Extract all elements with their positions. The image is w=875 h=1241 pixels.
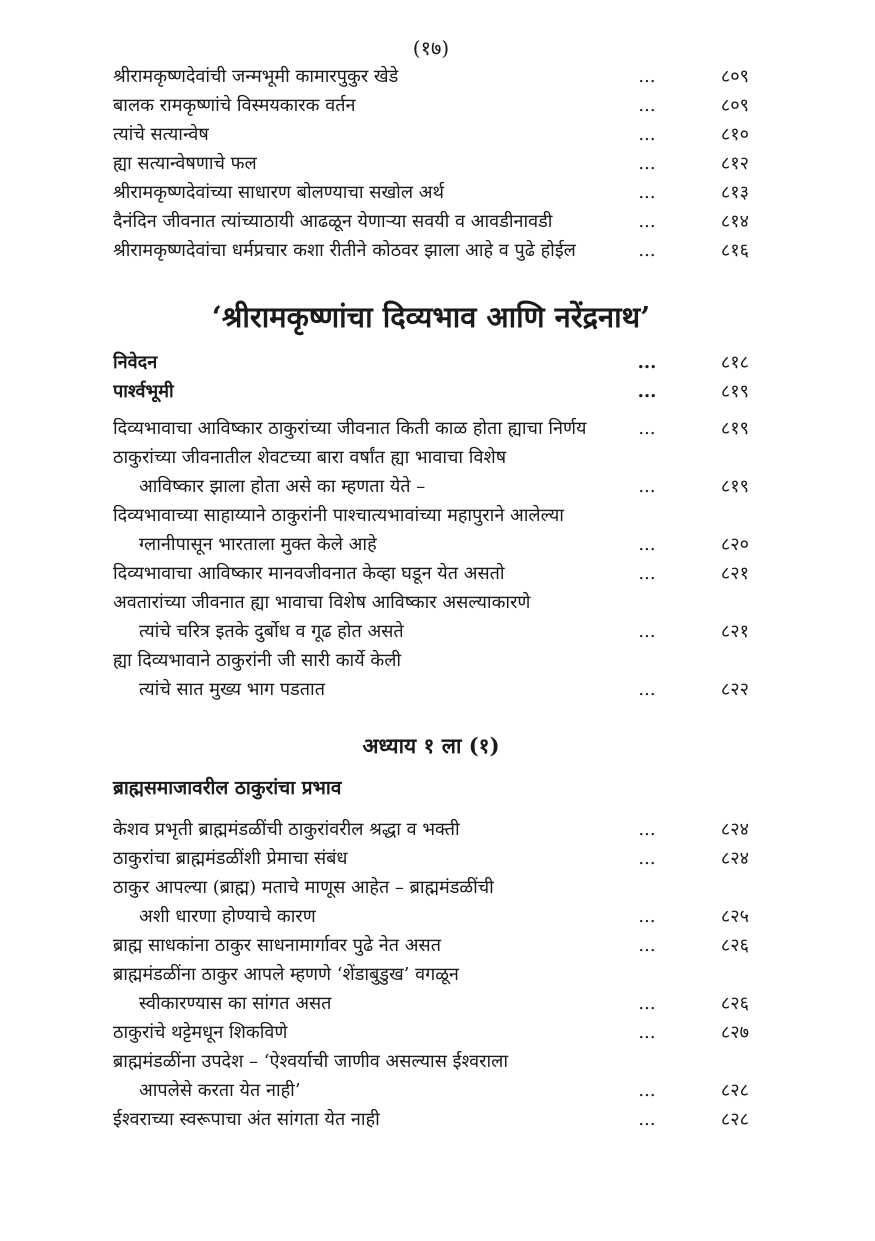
toc-entry (113, 207, 749, 236)
entry-dots: ... (638, 66, 656, 87)
toc-entry (113, 530, 749, 559)
entry-page: ८०९ (720, 95, 749, 116)
entry-title: ईश्वराच्या स्वरूपाचा अंत सांगता येत नाही (113, 1109, 380, 1130)
entry-dots: ... (638, 993, 656, 1014)
toc-entry (113, 559, 749, 588)
toc-entry (113, 1076, 749, 1105)
entry-dots: ... (638, 211, 656, 232)
page-number: (१७) (412, 36, 450, 60)
entry-title: श्रीरामकृष्णदेवांचा धर्मप्रचार कशा रीतीने कोठवर झाला आहे व पुढे होईल (113, 240, 576, 261)
entry-title: अशी धारणा होण्याचे कारण (139, 906, 316, 927)
entry-dots: ... (638, 848, 656, 869)
toc-entry (113, 1018, 749, 1047)
toc-entry (113, 844, 749, 873)
toc-entry (113, 617, 749, 646)
toc-entry (113, 120, 749, 149)
entry-title: बालक रामकृष्णांचे विस्मयकारक वर्तन (113, 95, 356, 116)
entry-title-line1: ब्राह्ममंडळींना उपदेश – ‘ऐश्वर्याची जाणीव असल्यास ईश्वराला (113, 1051, 508, 1072)
toc-entry (113, 931, 749, 960)
entry-page: ८१८ (720, 352, 749, 373)
entry-title: केशव प्रभृती ब्राह्ममंडळींची ठाकुरांवरील श्रद्धा व भक्ती (113, 819, 460, 840)
toc-entry (113, 149, 749, 178)
entry-title-line1: दिव्यभावाच्या साहाय्याने ठाकुरांनी पाश्चात्यभावांच्या महापुराने आलेल्या (113, 505, 564, 526)
toc-group-1 (113, 62, 749, 265)
chapter-subheading: ब्राह्मसमाजावरील ठाकुरांचा प्रभाव (113, 777, 342, 799)
entry-dots: ... (638, 563, 656, 584)
entry-dots: ... (638, 1080, 656, 1101)
toc-entry (113, 348, 749, 377)
entry-page: ८२४ (720, 848, 749, 869)
entry-title: श्रीरामकृष्णदेवांची जन्मभूमी कामारपुकुर खेडे (113, 66, 399, 87)
entry-page: ८२८ (720, 1109, 749, 1130)
entry-title: ब्राह्म साधकांना ठाकुर साधनामार्गावर पुढे नेत असत (113, 935, 441, 956)
toc-entry (113, 989, 749, 1018)
entry-page: ८१३ (720, 182, 749, 203)
entry-dots: ... (638, 621, 656, 642)
entry-title: आपलेसे करता येत नाही’ (139, 1080, 301, 1101)
toc-entry (113, 62, 749, 91)
entry-title: आविष्कार झाला होता असे का म्हणता येते – (139, 476, 426, 497)
entry-title: त्यांचे सत्यान्वेष (113, 124, 209, 145)
toc-group-3 (113, 815, 749, 1134)
entry-page: ८२८ (720, 1080, 749, 1101)
entry-page: ८२६ (720, 993, 749, 1014)
entry-title-line1: ह्या दिव्यभावाने ठाकुरांनी जी सारी कार्ये केली (113, 650, 402, 671)
entry-title: त्यांचे सात मुख्य भाग पडतात (139, 679, 325, 700)
entry-dots: ... (638, 153, 656, 174)
entry-title-line1: अवतारांच्या जीवनात ह्या भावाचा विशेष आविष्कार असल्याकारणे (113, 592, 531, 613)
chapter-heading: अध्याय १ ला (१) (362, 733, 500, 758)
entry-page: ८२७ (720, 1022, 749, 1043)
entry-dots: ... (638, 476, 656, 497)
toc-entry (113, 178, 749, 207)
toc-group-2 (113, 348, 749, 704)
entry-dots: ... (638, 935, 656, 956)
toc-entry (113, 91, 749, 120)
entry-dots: ... (638, 182, 656, 203)
entry-page: ८०९ (720, 66, 749, 87)
toc-entry (113, 815, 749, 844)
entry-title: स्वीकारण्यास का सांगत असत (139, 993, 332, 1014)
toc-entry (113, 236, 749, 265)
entry-title: ठाकुरांचा ब्राह्ममंडळींशी प्रेमाचा संबंध (113, 848, 348, 869)
section-title: ‘श्रीरामकृष्णांचा दिव्यभाव आणि नरेंद्रनाथ’ (211, 300, 651, 334)
entry-dots: ... (638, 534, 656, 555)
entry-dots: ... (638, 124, 656, 145)
entry-page: ८१६ (720, 240, 749, 261)
entry-title: दिव्यभावाचा आविष्कार मानवजीवनात केव्हा घडून येत असतो (113, 563, 505, 584)
entry-title: ग्लानीपासून भारताला मुक्त केले आहे (139, 534, 377, 555)
entry-dots: ... (638, 1109, 656, 1130)
entry-page: ८२४ (720, 819, 749, 840)
entry-page: ८१० (720, 124, 749, 145)
entry-page: ८१२ (720, 153, 749, 174)
entry-page: ८२६ (720, 935, 749, 956)
entry-title: ठाकुरांचे थट्टेमधून शिकविणे (113, 1022, 288, 1043)
entry-page: ८१९ (720, 381, 749, 402)
entry-dots: ... (637, 381, 657, 402)
entry-title: निवेदन (113, 352, 158, 373)
entry-dots: ... (638, 906, 656, 927)
entry-page: ८१९ (720, 476, 749, 497)
entry-page: ८२० (720, 534, 749, 555)
entry-page: ८२१ (720, 563, 749, 584)
entry-page: ८१४ (720, 211, 749, 232)
entry-dots: ... (638, 95, 656, 116)
entry-dots: ... (638, 1022, 656, 1043)
entry-dots: ... (638, 418, 656, 439)
entry-title: ह्या सत्यान्वेषणाचे फल (113, 153, 257, 174)
toc-entry (113, 902, 749, 931)
toc-entry (113, 675, 749, 704)
entry-title: पार्श्वभूमी (113, 381, 174, 402)
entry-title: दैनंदिन जीवनात त्यांच्याठायी आढळून येणाऱ्या सवयी व आवडीनावडी (113, 211, 553, 232)
entry-page: ८२५ (720, 906, 749, 927)
toc-entry (113, 377, 749, 406)
entry-page: ८२१ (720, 621, 749, 642)
entry-dots: ... (637, 352, 657, 373)
entry-title: त्यांचे चरित्र इतके दुर्बोध व गूढ होत असते (139, 621, 404, 642)
entry-title-line1: ब्राह्ममंडळींना ठाकुर आपले म्हणणे ‘शेंडाबुडुख’ वगळून (113, 964, 459, 985)
entry-dots: ... (638, 819, 656, 840)
toc-entry (113, 1105, 749, 1134)
entry-title-line1: ठाकुरांच्या जीवनातील शेवटच्या बारा वर्षांत ह्या भावाचा विशेष (113, 447, 507, 468)
entry-title-line1: ठाकुर आपल्या (ब्राह्म) मताचे माणूस आहेत – ब्राह्ममंडळींची (113, 877, 494, 898)
toc-entry (113, 414, 749, 443)
entry-dots: ... (638, 240, 656, 261)
entry-title: श्रीरामकृष्णदेवांच्या साधारण बोलण्याचा सखोल अर्थ (113, 182, 445, 203)
entry-page: ८१९ (720, 418, 749, 439)
entry-dots: ... (638, 679, 656, 700)
entry-page: ८२२ (720, 679, 749, 700)
toc-entry (113, 472, 749, 501)
entry-title: दिव्यभावाचा आविष्कार ठाकुरांच्या जीवनात किती काळ होता ह्याचा निर्णय (113, 418, 587, 439)
